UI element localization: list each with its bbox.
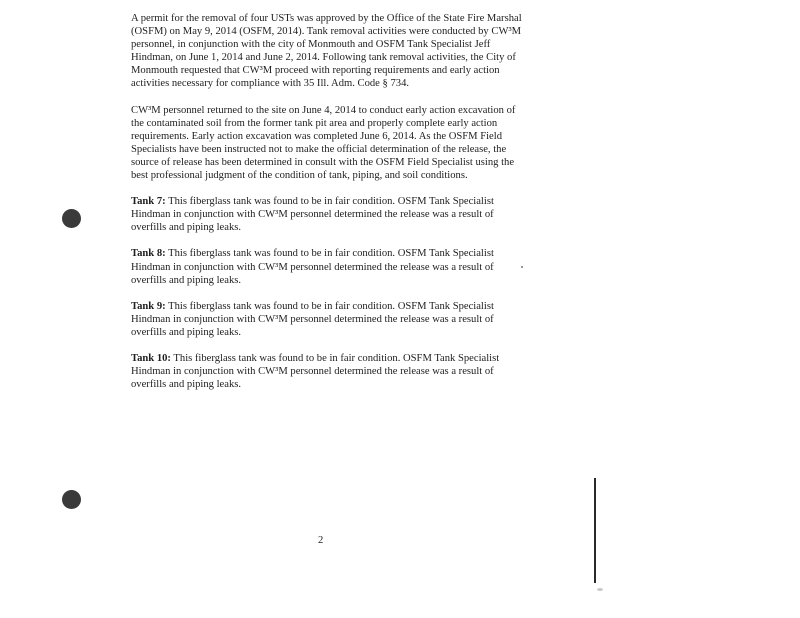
- tank-entry: [131, 300, 523, 339]
- punch-hole-top: [62, 209, 81, 228]
- tank-label: Tank 9:: [131, 300, 166, 312]
- tank-description: This fiberglass tank was found to be in fair condition. OSFM Tank Specialist Hindman in conjunction with CW³M personnel determined the release was a result of overfills and piping leaks.: [131, 352, 500, 391]
- paragraph-early-action: CW³M personnel returned to the site on June 4, 2014 to conduct early action excavation of the contaminated soil from the former tank pit area and properly complete early action requirements. Early action excavation was completed June 6, 2014. As the OSFM Field Specialists have been instructed not to make the official determination of the release, the source of release has been determined in consult with the OSFM Field Specialist using the best professional judgment of the condition of tank, piping, and soil conditions.: [131, 104, 516, 182]
- scan-speck: [597, 588, 603, 591]
- paragraph-permit: A permit for the removal of four USTs was approved by the Office of the State Fire Marshal (OSFM) on May 9, 2014 (OSFM, 2014). Tank removal activities were conducted by CW³M personnel, in conjunction with the city of Monmouth and OSFM Tank Specialist Jeff Hindman, on June 1, 2014 and June 2, 2014. Following tank removal activities, the City of Monmouth requested that CW³M proceed with reporting requirements and early action activities necessary for compliance with 35 Ill. Adm. Code § 734.: [131, 13, 522, 90]
- tank-label: Tank 8:: [131, 248, 166, 260]
- tank-description: This fiberglass tank was found to be in fair condition. OSFM Tank Specialist Hindman in conjunction with CW³M personnel determined the release was a result of overfills and piping leaks.: [131, 248, 494, 286]
- tank-entry: [131, 352, 523, 391]
- page-number: 2: [318, 535, 324, 546]
- tank-label: Tank 7:: [131, 196, 166, 208]
- tank-description: This fiberglass tank was found to be in fair condition. OSFM Tank Specialist Hindman in conjunction with CW³M personnel determined the release was a result of overfills and piping leaks.: [131, 196, 494, 234]
- punch-hole-bottom: [62, 490, 81, 509]
- tank-label: Tank 10:: [131, 352, 171, 364]
- tank-entry: [131, 247, 523, 286]
- tank-description: This fiberglass tank was found to be in fair condition. OSFM Tank Specialist Hindman in conjunction with CW³M personnel determined the release was a result of overfills and piping leaks.: [131, 300, 494, 338]
- document-body: [131, 12, 523, 404]
- scan-speck: [521, 266, 523, 268]
- tank-entry: [131, 195, 523, 234]
- scan-edge-line: [594, 478, 596, 583]
